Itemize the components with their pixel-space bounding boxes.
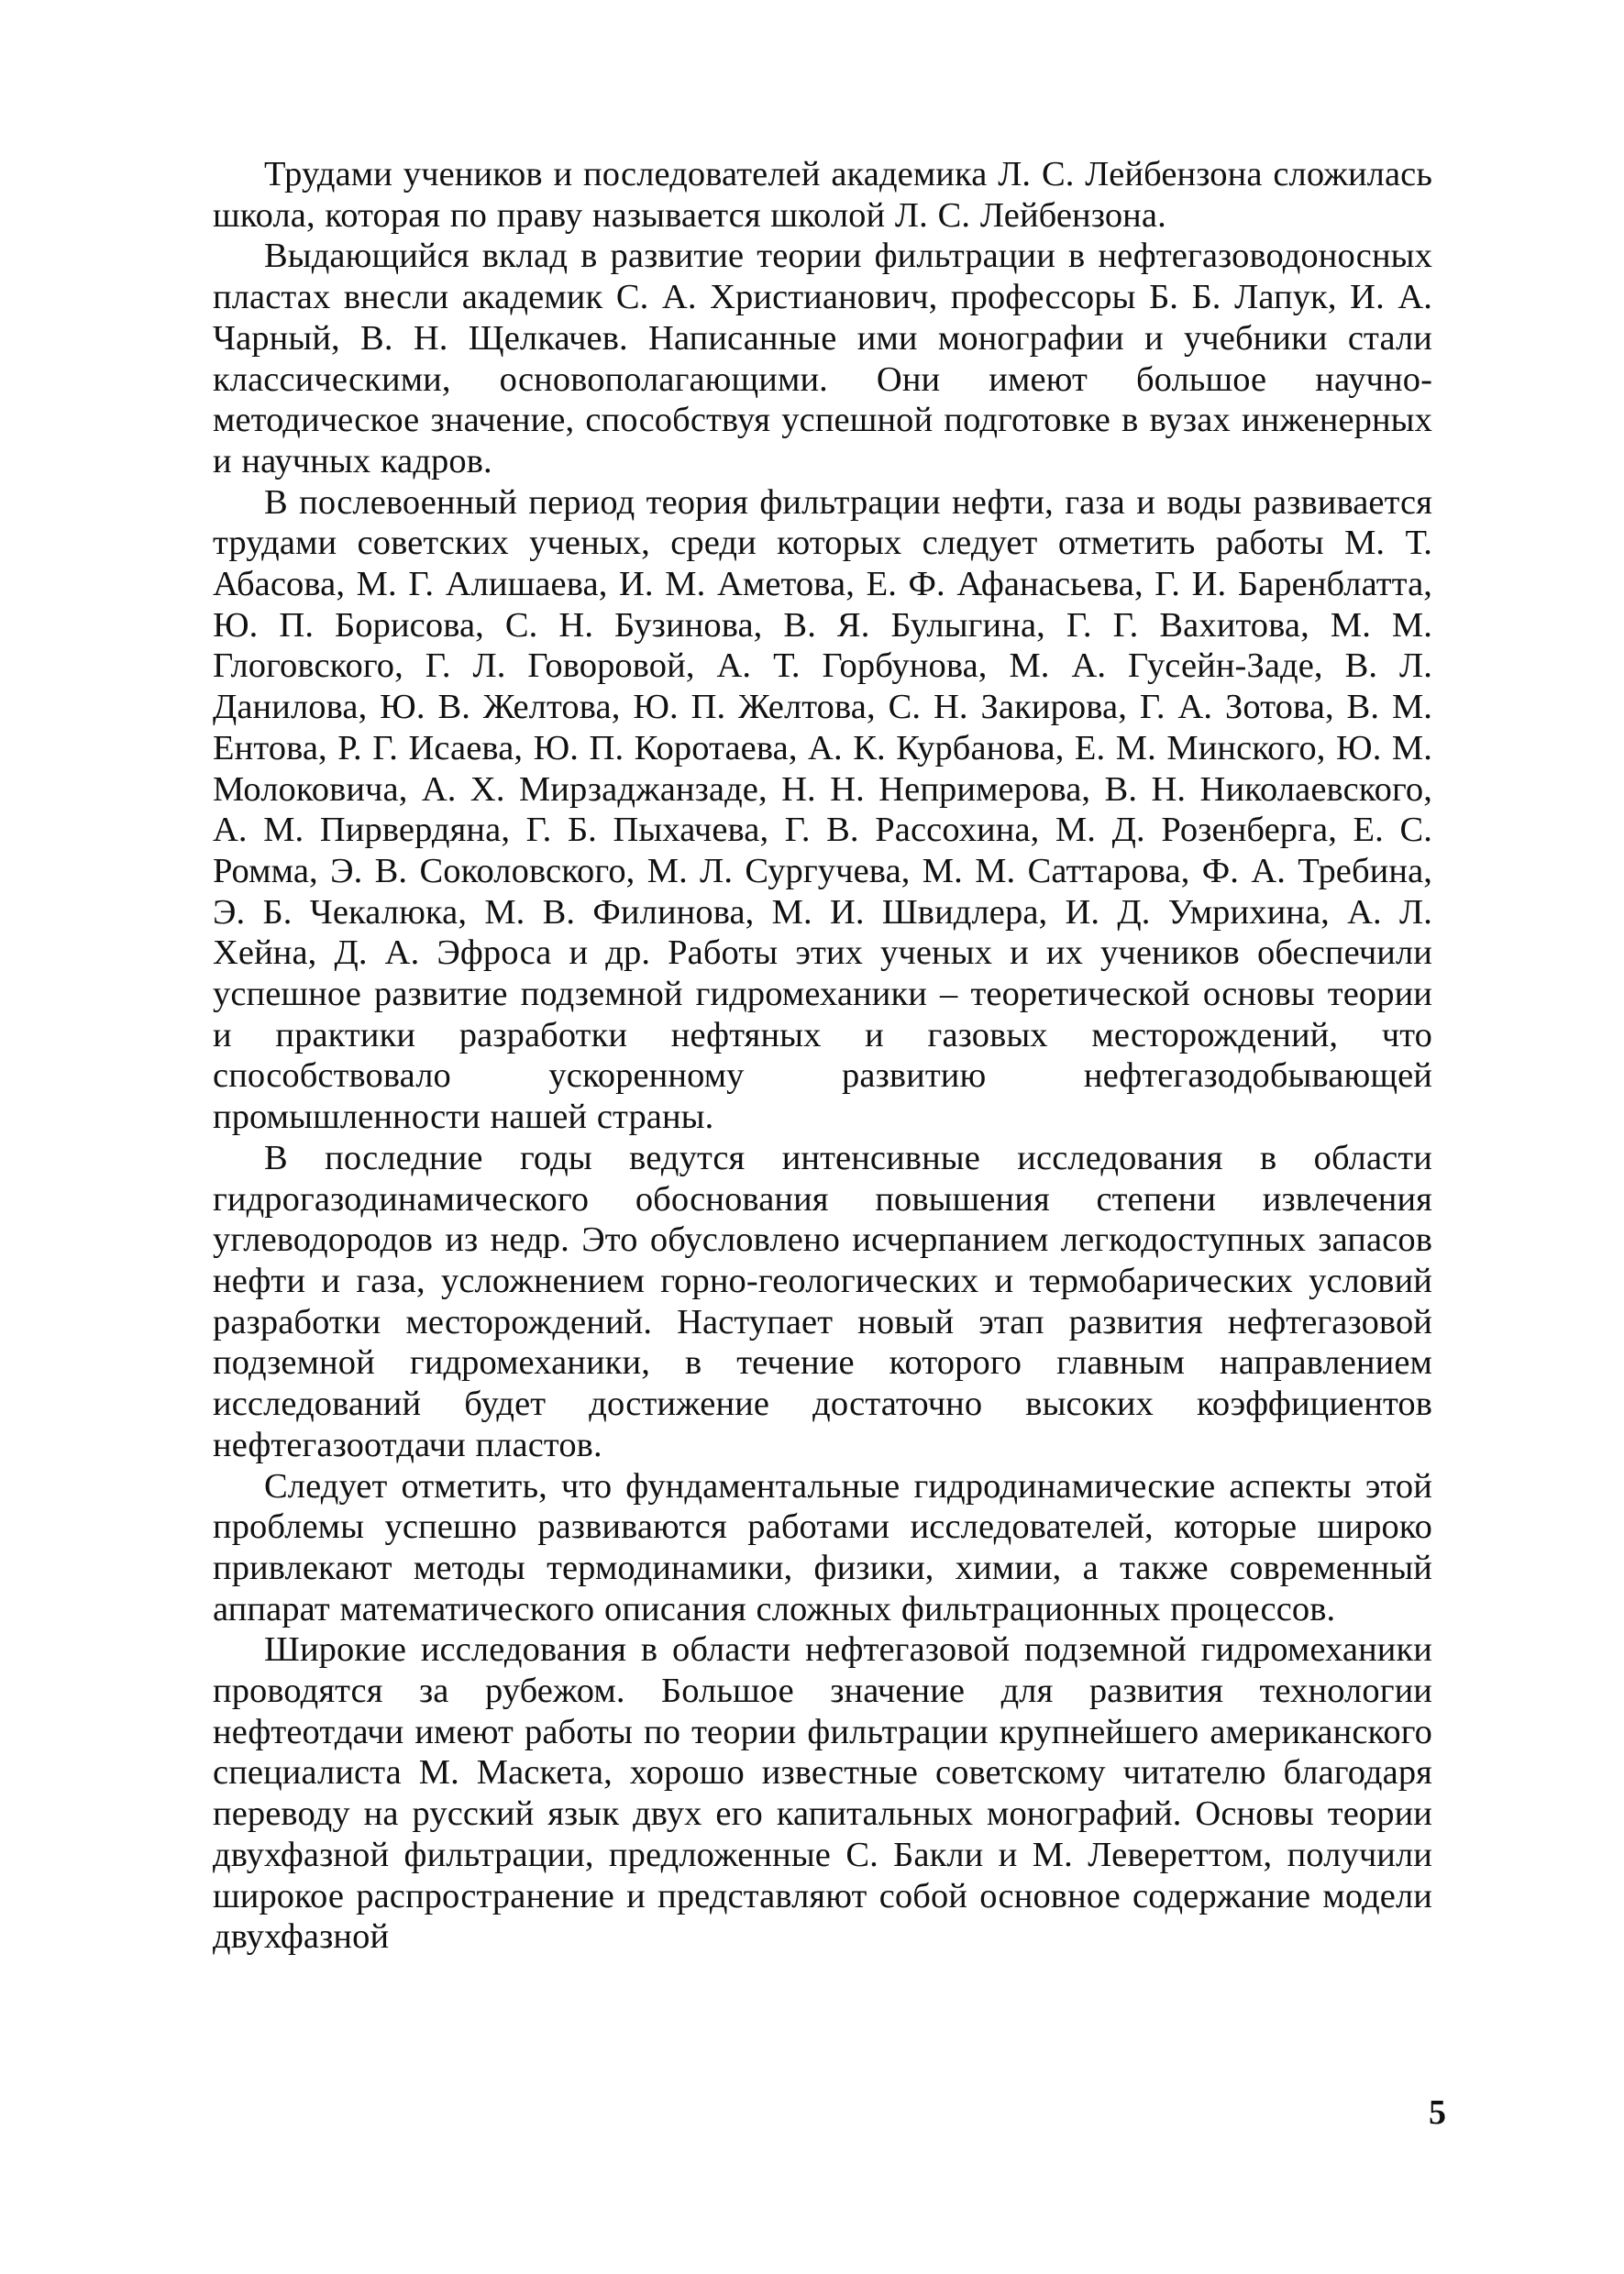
body-text bbox=[213, 154, 1432, 1958]
page-number: 5 bbox=[1429, 2093, 1446, 2132]
paragraph-3: В послевоенный период теория фильтрации нефти, газа и воды развивается трудами советских ученых, среди которых следует отметить работы М. Т. Абасова, М. Г. Алишаева, И. М. Аметова, Е. Ф. Афанасьева, Г. И. Баренблатта, Ю. П. Борисова, С. Н. Бузинова, В. Я. Булыгина, Г. Г. Вахитова, М. М. Глоговского, Г. Л. Говоровой, А. Т. Горбунова, М. А. Гусейн-Заде, В. Л. Данилова, Ю. В. Желтова, Ю. П. Желтова, С. Н. Закирова, Г. А. Зотова, В. М. Ентова, Р. Г. Исаева, Ю. П. Коротаева, А. К. Курбанова, Е. М. Минского, Ю. М. Молоковича, А. Х. Мирзаджанзаде, Н. Н. Непримерова, В. Н. Николаевского, А. М. Пирвердяна, Г. Б. Пыхачева, Г. В. Рассохина, М. Д. Розенберга, Е. С. Ромма, Э. В. Соколовского, М. Л. Сургучева, М. М. Саттарова, Ф. А. Требина, Э. Б. Чекалюка, М. В. Филинова, М. И. Швидлера, И. Д. Умрихина, А. Л. Хейна, Д. А. Эфроса и др. Работы этих ученых и их учеников обеспечили успешное развитие подземной гидромеханики – теоретической основы теории и практики разработки нефтяных и газовых месторождений, что способствовало ускоренному развитию нефтегазодобывающей промышленности нашей страны. bbox=[213, 482, 1432, 1137]
paragraph-2: Выдающийся вклад в развитие теории фильтрации в нефтегазоводоносных пластах внесли академик С. А. Христианович, профессоры Б. Б. Лапук, И. А. Чарный, В. Н. Щелкачев. Написанные ими монографии и учебники стали классическими, основополагающими. Они имеют большое научно-методическое значение, способствуя успешной подготовке в вузах инженерных и научных кадров. bbox=[213, 237, 1432, 480]
paragraph-5: Следует отметить, что фундаментальные гидродинамические аспекты этой проблемы успешно развиваются работами исследователей, которые широко привлекают методы термодинамики, физики, химии, а также современный аппарат математического описания сложных фильтрационных процессов. bbox=[213, 1466, 1432, 1628]
paragraph-6: Широкие исследования в области нефтегазовой подземной гидромеханики проводятся за рубежом. Большое значение для развития технологии нефтеотдачи имеют работы по теории фильтрации крупнейшего американского специалиста М. Маскета, хорошо известные советскому читателю благодаря переводу на русский язык двух его капитальных монографий. Основы теории двухфазной фильтрации, предложенные С. Бакли и М. Левереттом, получили широкое распространение и представляют собой основное содержание модели двухфазной bbox=[213, 1630, 1432, 1957]
paragraph-4: В последние годы ведутся интенсивные исследования в области гидрогазодинамического обоснования повышения степени извлечения углеводородов из недр. Это обусловлено исчерпанием легкодоступных запасов нефти и газа, усложнением горно-геологических и термобарических условий разработки месторождений. Наступает новый этап развития нефтегазовой подземной гидромеханики, в течение которого главным направлением исследований будет достижение достаточно высоких коэффициентов нефтегазоотдачи пластов. bbox=[213, 1138, 1432, 1464]
paragraph-1: Трудами учеников и последователей академика Л. С. Лейбензона сложилась школа, которая по праву называется школой Л. С. Лейбензона. bbox=[213, 155, 1432, 235]
